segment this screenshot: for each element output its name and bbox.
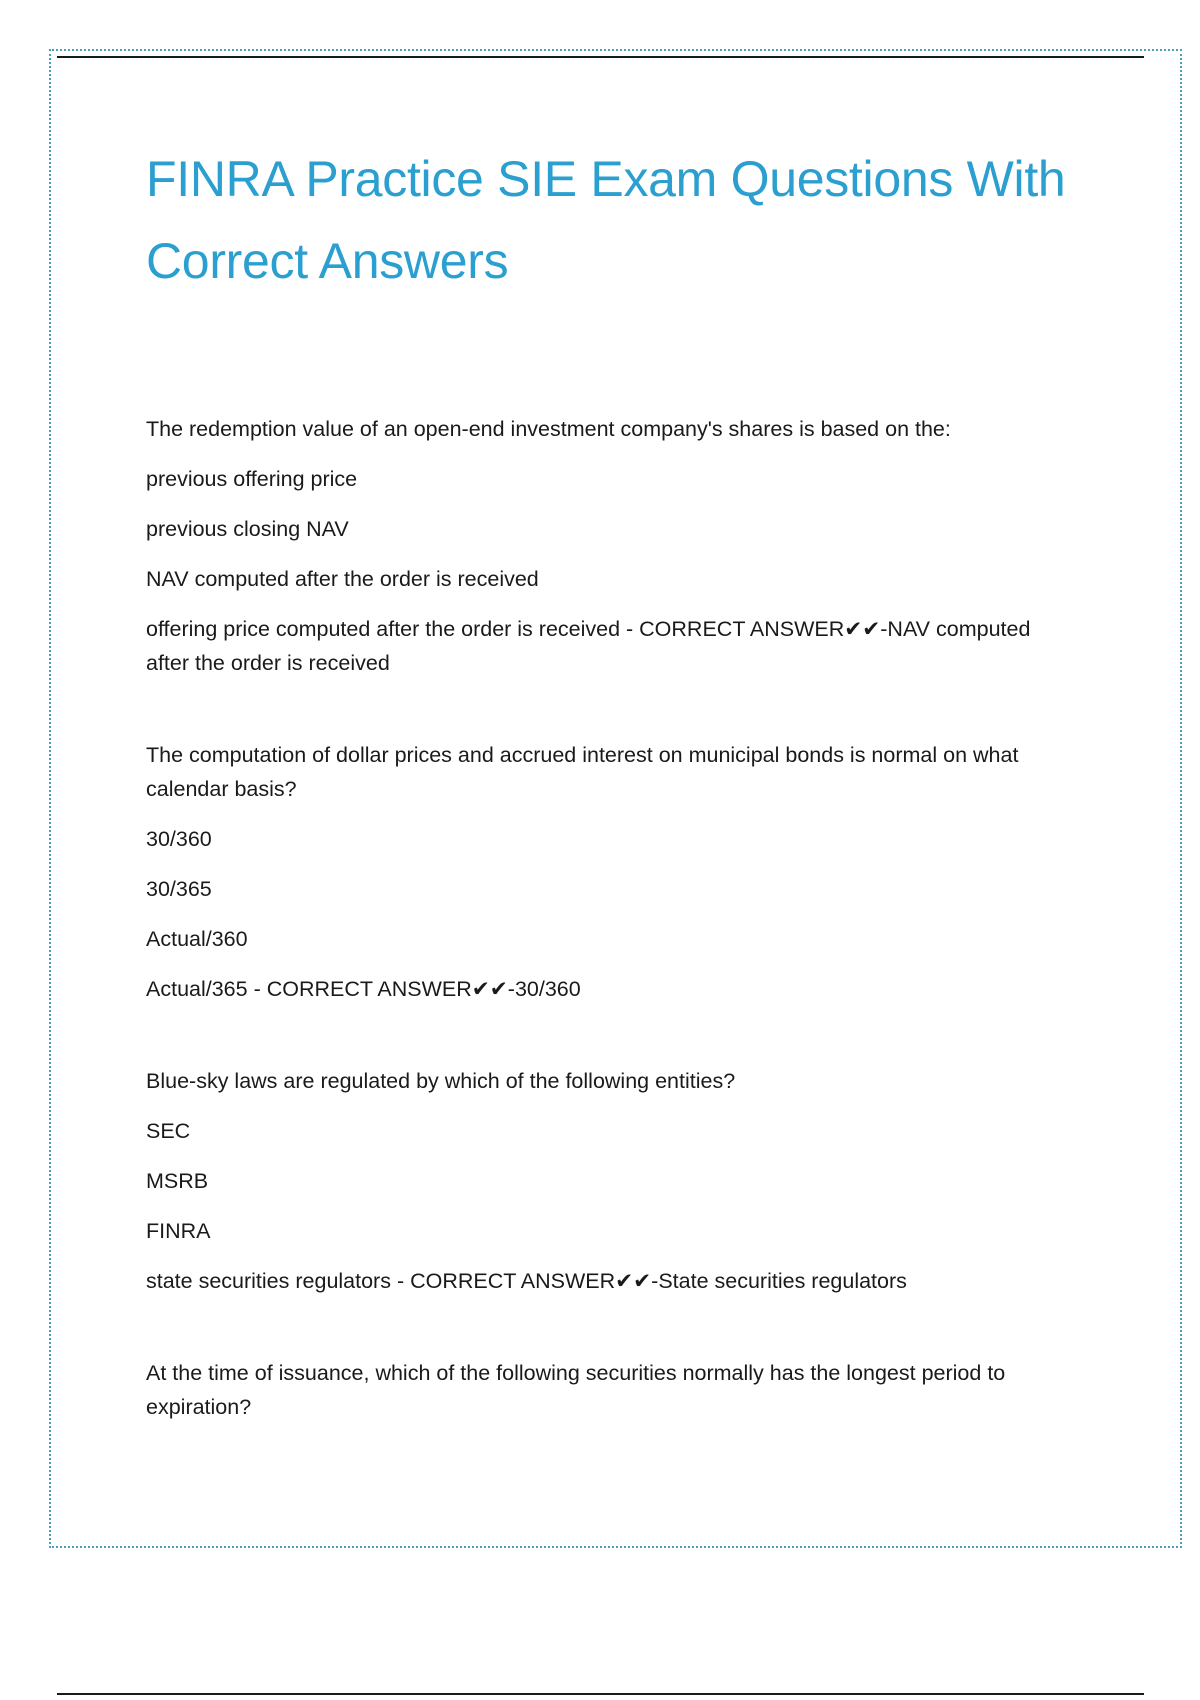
answer-line: offering price computed after the order is received - CORRECT ANSWER✔✔-NAV computed after the order is received bbox=[146, 617, 1031, 675]
question-block-4 bbox=[146, 1356, 1076, 1424]
footer-rule bbox=[57, 1693, 1144, 1695]
option-c: NAV computed after the order is received bbox=[146, 567, 539, 591]
answer-line: state securities regulators - CORRECT ANSWER✔✔-State securities regulators bbox=[146, 1269, 907, 1293]
option-b: 30/365 bbox=[146, 877, 212, 901]
title-line-2: Correct Answers bbox=[146, 233, 509, 289]
question-text: The redemption value of an open-end investment company's shares is based on the: bbox=[146, 417, 951, 441]
document-title bbox=[146, 138, 1076, 302]
answer-line: Actual/365 - CORRECT ANSWER✔✔-30/360 bbox=[146, 977, 581, 1001]
question-block-3 bbox=[146, 1064, 1076, 1298]
question-block-1 bbox=[146, 412, 1076, 680]
title-line-1: FINRA Practice SIE Exam Questions With bbox=[146, 151, 1066, 207]
question-block-2 bbox=[146, 738, 1076, 1006]
question-text: Blue-sky laws are regulated by which of the following entities? bbox=[146, 1069, 736, 1093]
option-a: SEC bbox=[146, 1119, 191, 1143]
question-list bbox=[146, 412, 1076, 1424]
option-b: MSRB bbox=[146, 1169, 209, 1193]
option-c: Actual/360 bbox=[146, 927, 248, 951]
option-a: 30/360 bbox=[146, 827, 212, 851]
option-a: previous offering price bbox=[146, 467, 358, 491]
question-text: The computation of dollar prices and accrued interest on municipal bonds is normal on what calendar basis? bbox=[146, 743, 1019, 801]
question-text: At the time of issuance, which of the following securities normally has the longest period to expiration? bbox=[146, 1361, 1006, 1419]
option-b: previous closing NAV bbox=[146, 517, 349, 541]
option-c: FINRA bbox=[146, 1219, 211, 1243]
document-body bbox=[146, 138, 1076, 1482]
